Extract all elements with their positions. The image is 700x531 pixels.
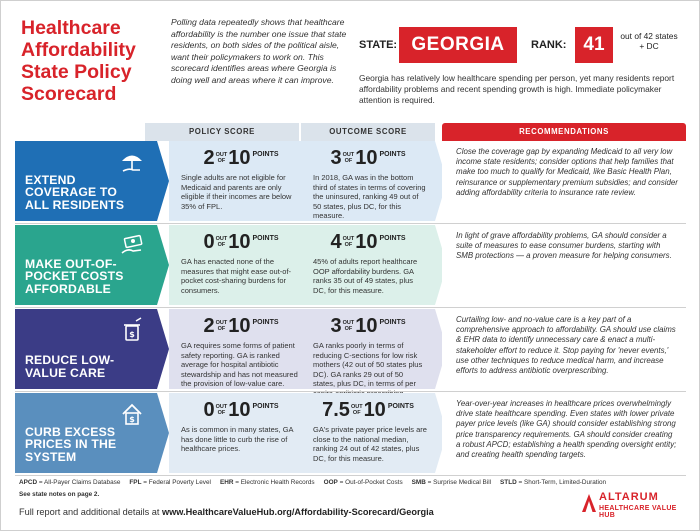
policy-score-cell [169,309,313,389]
category-block [15,309,157,389]
logo-line-2: HEALTHCARE VALUE HUB [599,505,677,519]
abbreviation-item: SMB = Surprise Medical Bill [411,479,492,486]
rank-badge: 41 [575,27,613,63]
row-divider [15,307,686,308]
abbreviation-item: STLD = Short-Term, Limited-Duration [500,479,607,486]
outcome-score-cell [301,141,435,221]
state-label: STATE: [359,39,398,51]
logo-line-1: ALTARUM [599,491,659,503]
svg-text:$: $ [129,415,135,424]
recommendation-text: Year-over-year increases in healthcare prices overwhelmingly drive state healthcare spending. Even states with lower private payer price levels (like GA) should consider establishing strong price transparency requirements. GA should consider creating a robust APCD; establishing a health spending oversight entity; and creating health spending targets. [456,399,677,460]
outcome-score-out-of: OUT OF [342,152,355,164]
policy-score-out-of: OUT OF [215,236,228,248]
policy-score-value: 2 [203,147,215,169]
policy-score-cell [169,393,313,473]
scorecard-row [15,141,686,221]
recommendation-cell [442,225,686,305]
outcome-score-value: 7.5 [322,399,350,421]
category-label: MAKE OUT-OF-POCKET COSTS AFFORDABLE [25,256,124,296]
policy-description: As is common in many states, GA has done little to curb the rise of healthcare prices. [181,425,294,453]
report-url-link[interactable]: www.HealthcareValueHub.org/Affordability-Scorecard/Georgia [162,507,434,517]
umbrella-hand-icon [119,149,145,175]
policy-score-points-label: POINTS [252,403,279,411]
state-notes-link[interactable]: See state notes on page 2. [19,491,100,498]
policy-score-header: POLICY SCORE [145,123,299,141]
category-label: CURB EXCESS PRICES IN THE SYSTEM [25,424,117,464]
outcome-score [301,231,435,254]
altarum-logo [581,489,691,521]
rank-subtext: out of 42 states + DC [620,31,678,51]
recommendation-cell [442,393,686,473]
report-link-line [19,507,434,517]
page-title: Healthcare Affordability State Policy Scorecard [21,17,136,105]
recommendation-text: Curtailing low- and no-value care is a key part of a comprehensive approach to affordability. GA should use claims & EHR data to identify unnecessary care & enact a multi-stakeholder effort to reduce it. Stop paying for 'never events,' use other techniques to reduce medical harm, and increase efforts to address antibiotic overprescribing. [456,315,676,376]
policy-score-points-label: POINTS [252,235,279,243]
policy-score-max: 10 [228,231,251,253]
policy-score-points-label: POINTS [252,319,279,327]
policy-score-cell [169,225,313,305]
category-arrow [157,393,169,473]
policy-score-value: 0 [203,231,215,253]
abbreviation-item: EHR = Electronic Health Records [219,479,315,486]
recommendation-cell [442,309,686,389]
policy-score-out-of: OUT OF [215,152,228,164]
abbreviation-item: APCD = All-Payer Claims Database [19,479,121,486]
category-arrow [157,141,169,221]
policy-description: GA has enacted none of the measures that might ease out-of-pocket cost-sharing burdens for consumers. [181,257,292,295]
house-dollar-icon [119,401,145,427]
outcome-score-out-of: OUT OF [342,320,355,332]
recommendation-text: Close the coverage gap by expanding Medicaid to all very low income state residents; consider options that help families that make too much to qualify for Medicaid, like Basic Health Plan, reinsurance or supplementary premium subsidies; and consider adding affordability criteria to insurance rate review. [456,147,678,197]
altarum-logo-mark-icon [581,493,597,513]
rank-label: RANK: [531,39,567,51]
policy-score-max: 10 [228,147,251,169]
waste-bin-icon [119,317,145,343]
category-block [15,141,157,221]
policy-description: Single adults are not eligible for Medicaid and parents are only eligible if their incomes are below 35% of FPL. [181,173,292,211]
policy-description: GA requires some forms of patient safety reporting. GA is ranked average for hospital antibiotic stewardship and has not measured the provision of low-value care. [181,341,298,388]
policy-score-out-of: OUT OF [215,404,228,416]
policy-score-value: 0 [203,399,215,421]
policy-score [169,147,313,170]
money-hand-icon [119,233,145,259]
abbreviation-item: OOP = Out-of-Pocket Costs [323,479,403,486]
policy-score-out-of: OUT OF [215,320,228,332]
outcome-score [301,399,435,422]
policy-score-cell [169,141,313,221]
category-label: REDUCE LOW-VALUE CARE [25,353,115,380]
scorecard-row [15,225,686,305]
outcome-score-cell [301,393,435,473]
outcome-score [301,315,435,338]
outcome-score-value: 3 [330,147,342,169]
abbreviation-item: FPL = Federal Poverty Level [129,479,211,486]
category-arrow [157,309,169,389]
svg-text:$: $ [129,330,135,339]
outcome-description: In 2018, GA was in the bottom third of states in terms of covering the uninsured, ranking 49 out of 50 states, plus DC, for this measure. [313,173,426,220]
outcome-score-points-label: POINTS [387,403,414,411]
outcome-score [301,147,435,170]
scorecard-row [15,309,686,389]
state-name-badge: GEORGIA [399,27,517,63]
outcome-score-max: 10 [355,147,378,169]
category-label: EXTEND COVERAGE TO ALL RESIDENTS [25,172,125,212]
category-arrow [157,225,169,305]
row-divider [15,475,686,476]
abbreviations-legend [19,479,639,486]
row-divider [15,391,686,392]
outcome-score-max: 10 [363,399,386,421]
recommendation-text: In light of grave affordability problems, GA should consider a suite of measures to ease consumer burdens, starting with SMB protections — a proven measure for helping consumers. [456,231,672,261]
row-divider [15,223,686,224]
outcome-description: GA ranks poorly in terms of reducing C-sections for low risk mothers (42 out of 50 states plus DC). GA ranks 29 out of 50 states, plus DC, in terms of per [313,341,423,388]
state-summary: Georgia has relatively low healthcare spending per person, yet many residents report affordability problems and recent spending growth is high. Immediate policymaker attention is required. [359,73,675,105]
policy-score [169,315,313,338]
outcome-score-value: 4 [330,231,342,253]
outcome-score-points-label: POINTS [379,151,406,159]
outcome-score-cell [301,225,435,305]
outcome-score-points-label: POINTS [379,235,406,243]
outcome-score-cell [301,309,435,389]
outcome-score-header: OUTCOME SCORE [301,123,435,141]
policy-score-value: 2 [203,315,215,337]
outcome-score-points-label: POINTS [379,319,406,327]
report-prefix: Full report and additional details at [19,507,163,517]
category-block [15,225,157,305]
outcome-description: 45% of adults report healthcare OOP affordability burdens. GA ranks 35 out of 49 states, plus DC, for this measure. [313,257,418,295]
policy-score [169,399,313,422]
recommendations-header: RECOMMENDATIONS [442,123,686,141]
outcome-description: GA's private payer price levels are close to the national median, ranking 24 out of 42 states, plus DC, for this measure. [313,425,427,463]
outcome-score-max: 10 [355,315,378,337]
outcome-score-out-of: OUT OF [350,404,363,416]
scorecard-row [15,393,686,473]
policy-score-max: 10 [228,399,251,421]
recommendation-cell [442,141,686,221]
policy-score [169,231,313,254]
outcome-score-max: 10 [355,231,378,253]
policy-score-points-label: POINTS [252,151,279,159]
outcome-score-value: 3 [330,315,342,337]
outcome-score-out-of: OUT OF [342,236,355,248]
intro-text: Polling data repeatedly shows that healthcare affordability is the number one issue that state residents, on both sides of the political aisle, want their policymakers to work on. This scorecard identifies areas where Georgia is doing well and areas where it can improve. [171,17,347,85]
category-block [15,393,157,473]
policy-score-max: 10 [228,315,251,337]
